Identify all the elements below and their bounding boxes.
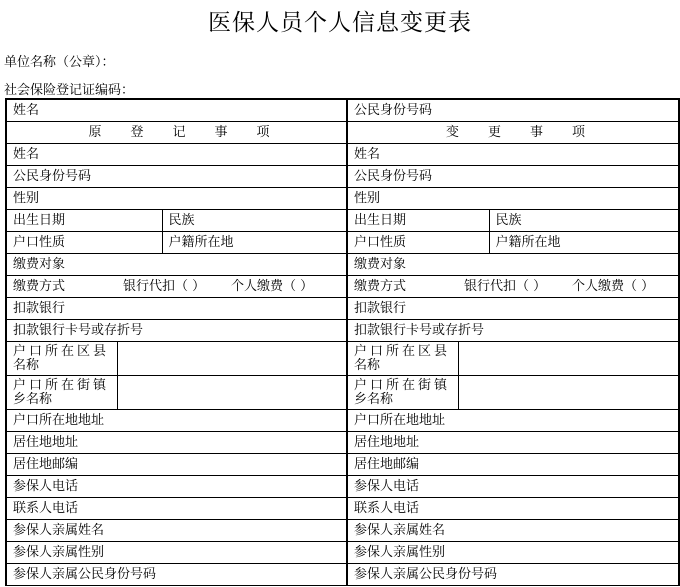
new-street-value[interactable] xyxy=(458,376,679,410)
orig-hukou-address-field[interactable]: 户口所在地地址 xyxy=(6,410,347,432)
self-pay-option[interactable]: 个人缴费（ ） xyxy=(231,278,314,294)
table-row xyxy=(6,342,679,376)
table-row xyxy=(6,166,679,188)
orig-residence-address-field[interactable]: 居住地地址 xyxy=(6,432,347,454)
table-row xyxy=(6,276,679,298)
new-county-label: 户口所在区县 名称 xyxy=(347,342,458,376)
ss-registration-label: 社会保险登记证编码： xyxy=(4,83,135,98)
orig-street-value[interactable] xyxy=(117,376,347,410)
orig-ethnic-field[interactable]: 民族 xyxy=(162,210,347,232)
table-row xyxy=(6,520,679,542)
new-county-value[interactable] xyxy=(458,342,679,376)
bank-deduct-option[interactable]: 银行代扣（ ） xyxy=(464,278,547,294)
orig-contact-phone-field[interactable]: 联系人电话 xyxy=(6,498,347,520)
table-row xyxy=(6,122,679,144)
new-ethnic-field[interactable]: 民族 xyxy=(489,210,679,232)
orig-hukou-type-field[interactable]: 户口性质 xyxy=(6,232,162,254)
orig-county-value[interactable] xyxy=(117,342,347,376)
new-hukou-location-field[interactable]: 户籍所在地 xyxy=(489,232,679,254)
new-id-field[interactable]: 公民身份号码 xyxy=(347,166,679,188)
orig-birth-field[interactable]: 出生日期 xyxy=(6,210,162,232)
pay-method-label: 缴费方式 xyxy=(354,278,407,294)
orig-residence-postcode-field[interactable]: 居住地邮编 xyxy=(6,454,347,476)
new-contact-phone-field[interactable]: 联系人电话 xyxy=(347,498,679,520)
table-row xyxy=(6,210,679,232)
new-bank-field[interactable]: 扣款银行 xyxy=(347,298,679,320)
new-birth-field[interactable]: 出生日期 xyxy=(347,210,489,232)
orig-phone-field[interactable]: 参保人电话 xyxy=(6,476,347,498)
table-row xyxy=(6,376,679,410)
new-pay-method-field[interactable] xyxy=(347,276,679,298)
table-row xyxy=(6,564,679,586)
orig-relative-gender-field[interactable]: 参保人亲属性别 xyxy=(6,542,347,564)
new-residence-postcode-field[interactable]: 居住地邮编 xyxy=(347,454,679,476)
bank-deduct-option[interactable]: 银行代扣（ ） xyxy=(123,278,206,294)
orig-gender-field[interactable]: 性别 xyxy=(6,188,347,210)
unit-name-label: 单位名称（公章）： xyxy=(4,55,115,70)
self-pay-option[interactable]: 个人缴费（ ） xyxy=(572,278,655,294)
new-relative-name-field[interactable]: 参保人亲属姓名 xyxy=(347,520,679,542)
table-row xyxy=(6,498,679,520)
new-street-label: 户口所在街镇 乡名称 xyxy=(347,376,458,410)
name-field[interactable]: 姓名 xyxy=(6,99,347,122)
orig-relative-name-field[interactable]: 参保人亲属姓名 xyxy=(6,520,347,542)
table-row xyxy=(6,432,679,454)
table-row xyxy=(6,144,679,166)
id-number-field[interactable]: 公民身份号码 xyxy=(347,99,679,122)
orig-bank-card-field[interactable]: 扣款银行卡号或存折号 xyxy=(6,320,347,342)
table-row xyxy=(6,254,679,276)
new-phone-field[interactable]: 参保人电话 xyxy=(347,476,679,498)
new-hukou-type-field[interactable]: 户口性质 xyxy=(347,232,489,254)
new-relative-gender-field[interactable]: 参保人亲属性别 xyxy=(347,542,679,564)
orig-id-field[interactable]: 公民身份号码 xyxy=(6,166,347,188)
orig-pay-method-field[interactable] xyxy=(6,276,347,298)
new-residence-address-field[interactable]: 居住地地址 xyxy=(347,432,679,454)
section-original: 原 登 记 事 项 xyxy=(6,122,347,144)
change-form-table xyxy=(5,98,680,586)
orig-relative-id-field[interactable]: 参保人亲属公民身份号码 xyxy=(6,564,347,586)
new-gender-field[interactable]: 性别 xyxy=(347,188,679,210)
form-title: 医保人员个人信息变更表 xyxy=(208,10,472,36)
new-hukou-address-field[interactable]: 户口所在地地址 xyxy=(347,410,679,432)
table-row xyxy=(6,542,679,564)
orig-bank-field[interactable]: 扣款银行 xyxy=(6,298,347,320)
table-row xyxy=(6,320,679,342)
table-row xyxy=(6,476,679,498)
section-change: 变 更 事 项 xyxy=(347,122,679,144)
pay-method-label: 缴费方式 xyxy=(13,278,66,294)
new-bank-card-field[interactable]: 扣款银行卡号或存折号 xyxy=(347,320,679,342)
table-row xyxy=(6,232,679,254)
orig-county-label: 户口所在区县 名称 xyxy=(6,342,117,376)
table-row xyxy=(6,188,679,210)
new-relative-id-field[interactable]: 参保人亲属公民身份号码 xyxy=(347,564,679,586)
orig-pay-target-field[interactable]: 缴费对象 xyxy=(6,254,347,276)
table-row xyxy=(6,298,679,320)
orig-name-field[interactable]: 姓名 xyxy=(6,144,347,166)
table-row xyxy=(6,454,679,476)
orig-hukou-location-field[interactable]: 户籍所在地 xyxy=(162,232,347,254)
new-name-field[interactable]: 姓名 xyxy=(347,144,679,166)
orig-street-label: 户口所在街镇 乡名称 xyxy=(6,376,117,410)
table-row xyxy=(6,410,679,432)
table-row xyxy=(6,99,679,122)
new-pay-target-field[interactable]: 缴费对象 xyxy=(347,254,679,276)
